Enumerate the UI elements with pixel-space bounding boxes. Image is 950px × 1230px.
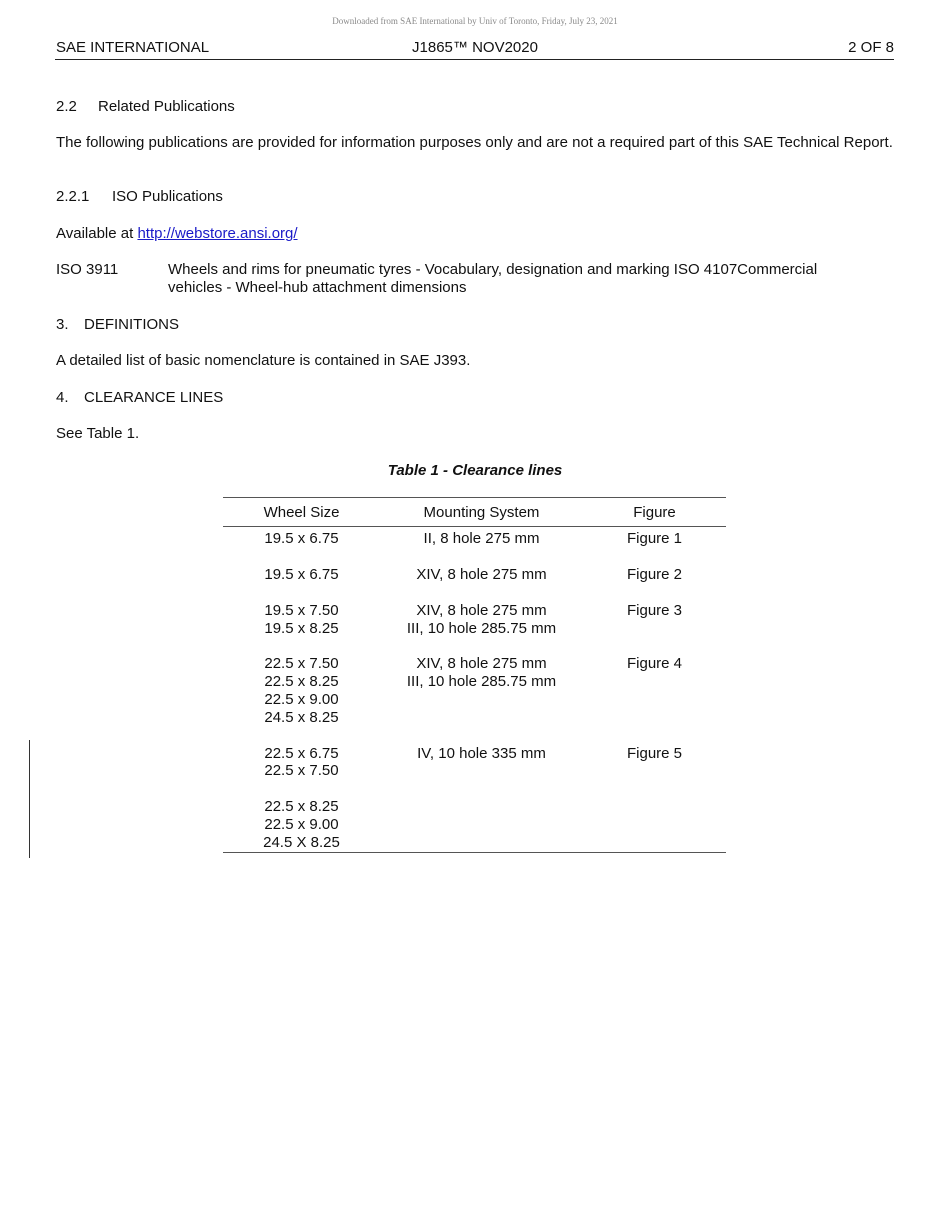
- table-cell-wheel-size: 24.5 X 8.25: [263, 834, 340, 851]
- section-3-title: DEFINITIONS: [84, 316, 180, 333]
- header-doc-id: J1865™ NOV2020: [412, 39, 538, 56]
- available-at-label: Available at: [56, 225, 138, 242]
- table-cell-wheel-size: 22.5 x 8.25: [264, 798, 339, 815]
- table-caption: Table 1 - Clearance lines: [387, 462, 563, 479]
- table-cell-mounting: III, 10 hole 285.75 mm: [406, 620, 557, 637]
- header-org: SAE INTERNATIONAL: [56, 39, 210, 56]
- section-4-body: See Table 1.: [56, 425, 140, 442]
- section-3-number: 3.: [56, 316, 69, 333]
- webstore-link[interactable]: http://webstore.ansi.org/: [137, 225, 298, 242]
- download-notice: Downloaded from SAE International by Univ of Toronto, Friday, July 23, 2021: [332, 16, 618, 26]
- table-cell-mounting: IV, 10 hole 335 mm: [417, 745, 546, 762]
- section-2-2-title: Related Publications: [98, 98, 235, 115]
- reference-text-line-1: Wheels and rims for pneumatic tyres - Vocabulary, designation and marking ISO 4107Commercial: [168, 261, 818, 278]
- table-header-rule: [223, 526, 726, 527]
- table-cell-figure: Figure 4: [626, 655, 683, 672]
- table-cell-figure: Figure 5: [626, 745, 683, 762]
- table-cell-mounting: III, 10 hole 285.75 mm: [406, 673, 557, 690]
- table-cell-mounting: XIV, 8 hole 275 mm: [416, 602, 547, 619]
- table-cell-mounting: XIV, 8 hole 275 mm: [416, 655, 547, 672]
- table-cell-mounting: XIV, 8 hole 275 mm: [416, 566, 547, 583]
- table-cell-mounting: II, 8 hole 275 mm: [423, 530, 540, 547]
- table-cell-wheel-size: 22.5 x 7.50: [264, 655, 339, 672]
- table-header-mounting-system: Mounting System: [423, 504, 540, 521]
- table-header-figure: Figure: [633, 504, 676, 521]
- section-2-2-1-title: ISO Publications: [112, 188, 223, 205]
- table-top-rule: [223, 497, 726, 498]
- header-page-number: 2 OF 8: [848, 39, 894, 56]
- table-bottom-rule: [223, 852, 726, 853]
- table-cell-wheel-size: 22.5 x 9.00: [264, 816, 339, 833]
- table-header-wheel-size: Wheel Size: [263, 504, 340, 521]
- table-cell-wheel-size: 22.5 x 6.75: [264, 745, 339, 762]
- section-3-body: A detailed list of basic nomenclature is contained in SAE J393.: [56, 352, 471, 369]
- reference-text-line-2: vehicles - Wheel-hub attachment dimensions: [168, 279, 467, 296]
- available-at-line: [56, 225, 298, 243]
- reference-id: ISO 3911: [56, 261, 119, 278]
- table-cell-wheel-size: 22.5 x 9.00: [264, 691, 339, 708]
- table-cell-figure: Figure 1: [626, 530, 683, 547]
- revision-change-bar: [29, 740, 30, 858]
- section-4-number: 4.: [56, 389, 69, 406]
- table-cell-figure: Figure 2: [626, 566, 683, 583]
- table-cell-wheel-size: 19.5 x 7.50: [264, 602, 339, 619]
- section-2-2-1-number: 2.2.1: [56, 188, 90, 205]
- section-2-2-body: The following publications are provided for information purposes only and are not a required part of this SAE Technical Report.: [56, 134, 893, 151]
- table-cell-wheel-size: 19.5 x 6.75: [264, 566, 339, 583]
- table-cell-wheel-size: 24.5 x 8.25: [264, 709, 339, 726]
- table-cell-wheel-size: 19.5 x 6.75: [264, 530, 339, 547]
- table-cell-wheel-size: 22.5 x 7.50: [264, 762, 339, 779]
- section-4-title: CLEARANCE LINES: [84, 389, 224, 406]
- table-cell-figure: Figure 3: [626, 602, 683, 619]
- table-cell-wheel-size: 22.5 x 8.25: [264, 673, 339, 690]
- table-cell-wheel-size: 19.5 x 8.25: [264, 620, 339, 637]
- header-rule: [55, 59, 894, 60]
- section-2-2-number: 2.2: [56, 98, 77, 115]
